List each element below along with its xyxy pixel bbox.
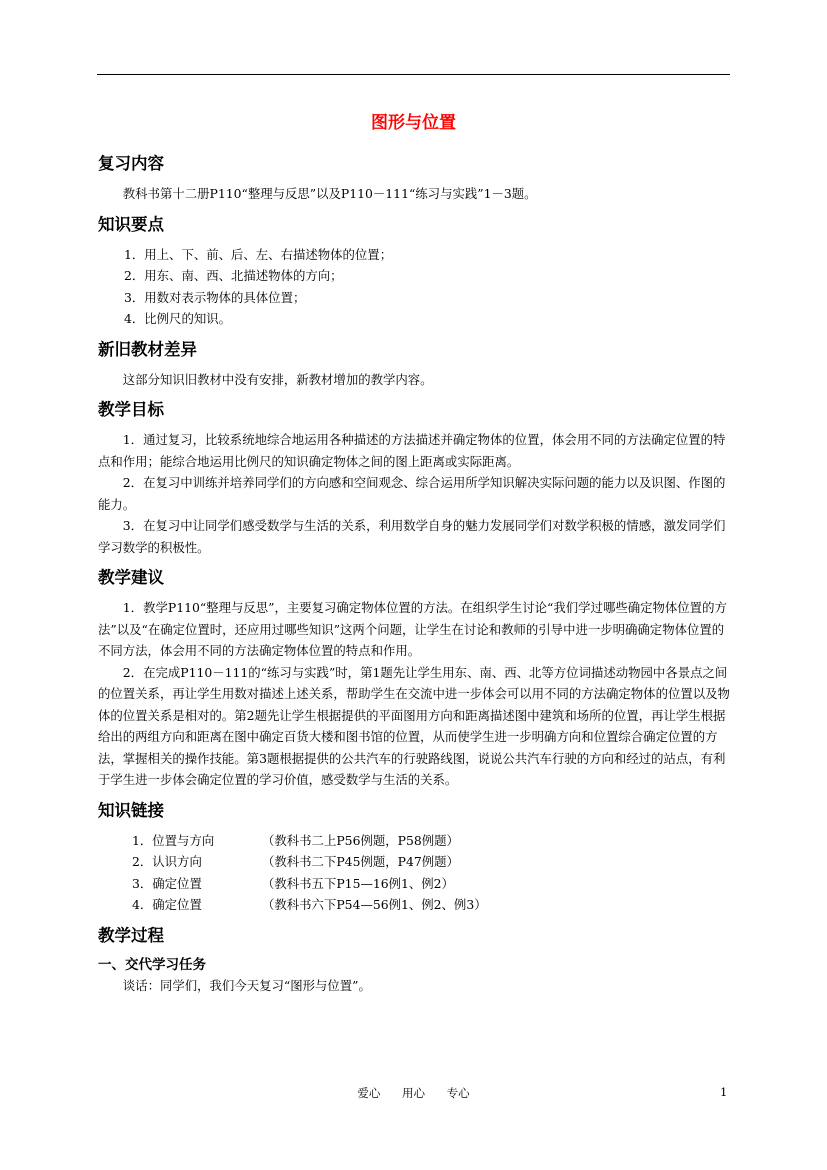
goal-paragraph: 2．在复习中训练并培养同学们的方向感和空间观念、综合运用所学知识解决实际问题的能力以及识图、作图的能力。 bbox=[98, 475, 726, 512]
header-rule bbox=[97, 74, 730, 75]
knowledge-link-row bbox=[98, 851, 732, 873]
goal-paragraph: 3．在复习中让同学们感受数学与生活的关系，利用数学自身的魅力发展同学们对数学积极的情感，激发同学们学习数学的积极性。 bbox=[98, 518, 726, 555]
section-heading-review-content: 复习内容 bbox=[98, 154, 164, 173]
knowledge-link-label: 3．确定位置 bbox=[132, 875, 202, 891]
section-heading-key-points: 知识要点 bbox=[98, 214, 164, 234]
page-number: 1 bbox=[720, 1085, 728, 1099]
knowledge-link-ref: （教科书二上P56例题，P58例题） bbox=[262, 832, 459, 848]
section-heading-suggestions: 教学建议 bbox=[98, 568, 164, 587]
knowledge-link-label: 4．确定位置 bbox=[132, 897, 202, 912]
key-point-item: 3．用数对表示物体的具体位置； bbox=[124, 289, 306, 305]
key-point-item: 1．用上、下、前、后、左、右描述物体的位置； bbox=[124, 246, 393, 262]
knowledge-link-ref: （教科书五下P15—16例1、例2） bbox=[262, 875, 454, 891]
key-point-item: 2．用东、南、西、北描述物体的方向； bbox=[124, 268, 343, 283]
differences-text: 这部分知识旧教材中没有安排，新教材增加的教学内容。 bbox=[122, 371, 433, 387]
knowledge-link-row bbox=[98, 830, 732, 852]
section-heading-process: 教学过程 bbox=[98, 925, 164, 945]
footer-motto: 用心 bbox=[402, 1086, 425, 1100]
section-heading-differences: 新旧教材差异 bbox=[98, 339, 197, 359]
section-heading-links: 知识链接 bbox=[98, 800, 164, 820]
suggestion-paragraph: 1．教学P110“整理与反思”，主要复习确定物体位置的方法。在组织学生讨论“我们学过哪些确定物体位置的方法”以及“在确定位置时，还应用过哪些知识”这两个问题，让学生在讨论和教师的引导中进一步明确确定物体位置的不同方法，体会用不同的方法确定物体位置的特点和作用。 bbox=[98, 600, 727, 658]
suggestion-paragraph: 2．在完成P110－111的“练习与实践”时，第1题先让学生用东、南、西、北等方位词描述动物园中各景点之间的位置关系，再让学生用数对描述上述关系，帮助学生在交流中进一步体会可以用不同的方法确定物体的位置以及物体的位置关系是相对的。第2题先让学生根据提供的平面图用方向和距离描述图中建筑和场所的位置，再让学生根据给出的两组方向和距离在图中确定百货大楼和图书馆的位置，从而使学生进一步明确方向和位置综合确定位置的方法，掌握相关的操作技能。第3题根据提供的公共汽车的行驶路线图，说说公共汽车行驶的方向和经过的站点，有利于学生进一步体会确定位置的学习价值，感受数学与生活的关系。 bbox=[98, 664, 730, 787]
process-subheading: 一、交代学习任务 bbox=[98, 956, 206, 973]
process-text: 谈话：同学们，我们今天复习“图形与位置”。 bbox=[122, 977, 371, 993]
key-point-item: 4．比例尺的知识。 bbox=[124, 311, 232, 326]
knowledge-link-label: 2．认识方向 bbox=[132, 854, 202, 869]
knowledge-link-row bbox=[98, 873, 732, 895]
page-title: 图形与位置 bbox=[371, 113, 456, 133]
review-content-text: 教科书第十二册P110“整理与反思”以及P110－111“练习与实践”1－3题。 bbox=[122, 186, 537, 201]
document-body bbox=[98, 150, 732, 996]
knowledge-link-ref: （教科书二下P45例题，P47例题） bbox=[262, 854, 459, 869]
footer-motto: 爱心 bbox=[357, 1086, 381, 1100]
goal-paragraph: 1．通过复习，比较系统地综合地运用各种描述的方法描述并确定物体的位置，体会用不同的方法确定位置的特点和作用；能综合地运用比例尺的知识确定物体之间的图上距离或实际距离。 bbox=[98, 432, 726, 469]
knowledge-link-label: 1．位置与方向 bbox=[132, 832, 215, 848]
footer-motto: 专心 bbox=[446, 1086, 470, 1100]
footer-mottos bbox=[0, 1085, 827, 1101]
knowledge-link-ref: （教科书六下P54—56例1、例2、例3） bbox=[262, 897, 487, 912]
knowledge-link-row bbox=[98, 894, 732, 916]
section-heading-goals: 教学目标 bbox=[98, 400, 164, 419]
